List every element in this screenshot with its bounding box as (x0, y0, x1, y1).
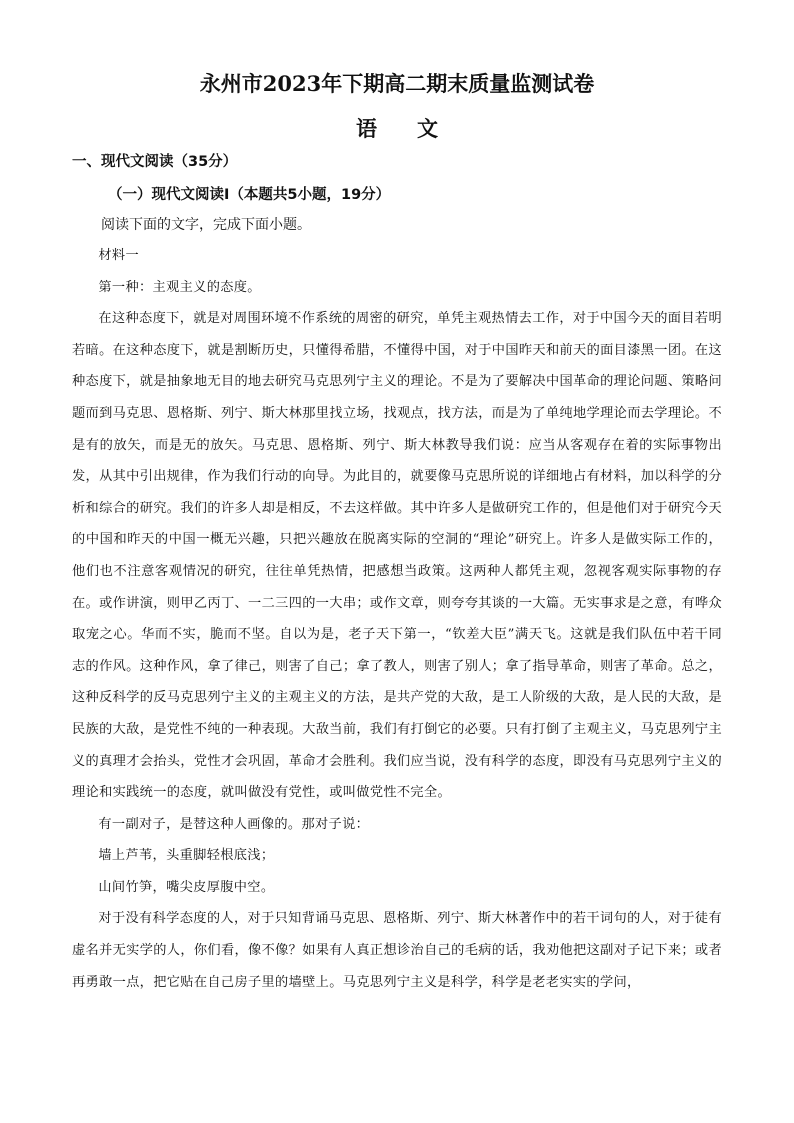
couplet-line: 墙上芦苇，头重脚轻根底浅； (98, 848, 275, 864)
paragraph: 对于没有科学态度的人，对于只知背诵马克思、恩格斯、列宁、斯大林著作中的若干词句的人，对于徒有虚名并无实学的人，你们看，像不像？如果有人真正想诊治自己的毛病的话，我劝他把这副对子记下来；或者再勇敢一点，把它贴在自己房子里的墙壁上。马克思列宁主义是科学，科学是老老实实的学问， (72, 911, 722, 990)
subject-title: 语文 (356, 116, 478, 141)
paragraph: 在这种态度下，就是对周围环境不作系统的周密的研究，单凭主观热情去工作，对于中国今天的面目若明若暗。在这种态度下，就是割断历史，只懂得希腊，不懂得中国，对于中国昨天和前天的面目漆黑一团。在这种态度下，就是抽象地无目的地去研究马克思列宁主义的理论。不是为了要解决中国革命的理论问题、策略问题而到马克思、恩格斯、列宁、斯大林那里找立场，找观点，找方法，而是为了单纯地学理论而去学理论。不是有的放矢，而是无的放矢。马克思、恩格斯、列宁、斯大林教导我们说：应当从客观存在着的实际事物出发，从其中引出规律，作为我们行动的向导。为此目的，就要像马克思所说的详细地占有材料，加以科学的分析和综合的研究。我们的许多人却是相反，不去这样做。其中许多人是做研究工作的，但是他们对于研究今天的中国和昨天的中国一概无兴趣，只把兴趣放在脱离实际的空洞的“理论”研究上。许多人是做实际工作的，他们也不注意客观情况的研究，往往单凭热情，把感想当政策。这两种人都凭主观，忽视客观实际事物的存在。或作讲演，则甲乙丙丁、一二三四的一大串；或作文章，则夸夸其谈的一大篇。无实事求是之意，有哗众取宠之心。华而不实，脆而不坚。自以为是，老子天下第一，“钦差大臣”满天飞。这就是我们队伍中若干同志的作风。这种作风，拿了律己，则害了自己；拿了教人，则害了别人；拿了指导革命，则害了革命。总之，这种反科学的反马克思列宁主义的主观主义的方法，是共产党的大敌，是工人阶级的大敌，是人民的大敌，是民族的大敌，是党性不纯的一种表现。大敌当前，我们有打倒它的必要。只有打倒了主观主义，马克思列宁主义的真理才会抬头，党性才会巩固，革命才会胜利。我们应当说，没有科学的态度，即没有马克思列宁主义的理论和实践统一的态度，就叫做没有党性，或叫做党性不完全。 (72, 311, 722, 801)
subsection-heading: （一）现代文阅读Ⅰ（本题共5小题，19分） (108, 187, 391, 203)
section-heading: 一、现代文阅读（35分） (72, 154, 238, 170)
material-label: 材料一 (98, 248, 140, 263)
instructions: 阅读下面的文字，完成下面小题。 (101, 217, 311, 233)
couplet-line: 山间竹笋，嘴尖皮厚腹中空。 (98, 879, 275, 895)
exam-title: 永州市2023年下期高二期末质量监测试卷 (199, 71, 595, 96)
reading-passage (72, 240, 722, 998)
paragraph: 有一副对子，是替这种人画像的。那对子说： (98, 816, 370, 832)
material-heading: 第一种：主观主义的态度。 (98, 279, 261, 295)
